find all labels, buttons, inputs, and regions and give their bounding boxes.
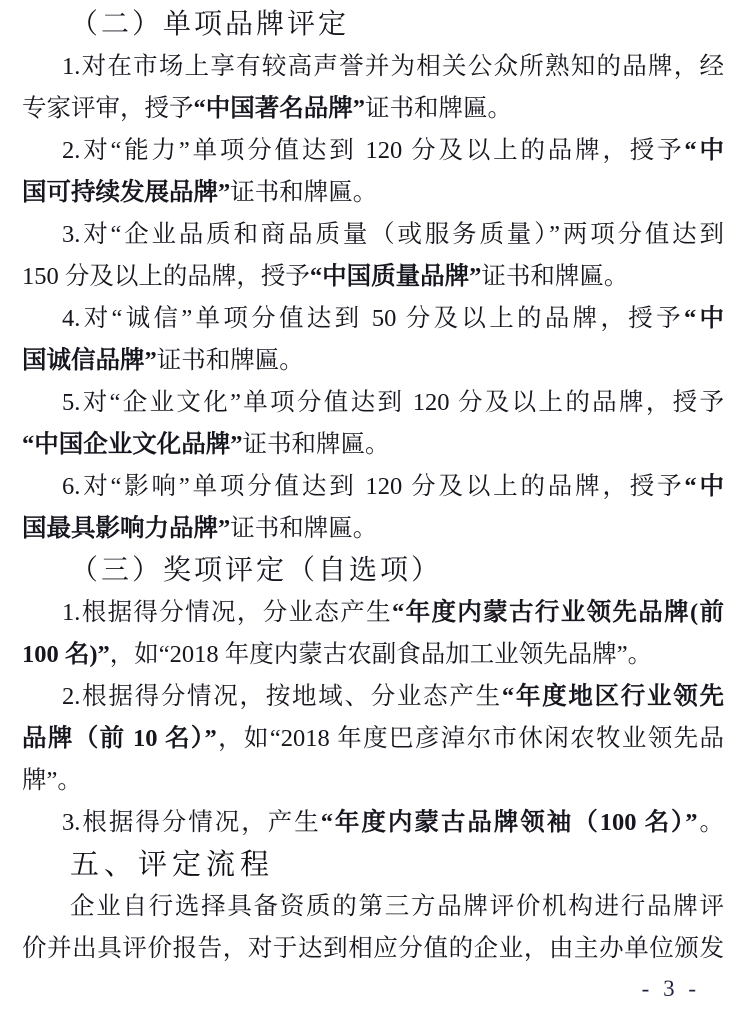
text-line [22, 760, 724, 802]
paragraph [22, 298, 724, 382]
bold-text-run: “中 [684, 473, 724, 500]
text-line [22, 886, 724, 928]
text-run: 专家评审，授予 [22, 95, 194, 122]
text-run: 2.根据得分情况，按地域、分业态产生 [62, 683, 502, 710]
text-run: 价并出具评价报告，对于达到相应分值的企业，由主办单位颁发 [22, 935, 724, 962]
document-body [22, 4, 724, 970]
text-line [22, 508, 724, 550]
text-run: 1.根据得分情况，分业态产生 [62, 599, 392, 626]
text-run: 3.对“企业品质和商品质量（或服务质量）”两项分值达到 [62, 221, 724, 248]
text-run: 证书和牌匾。 [481, 263, 629, 290]
text-run: 。 [697, 809, 725, 836]
text-run: 2.对“能力”单项分值达到 120 分及以上的品牌，授予 [62, 137, 685, 164]
text-run: ，如“2018 年度巴彦淖尔市休闲农牧业领先品 [216, 725, 724, 752]
paragraph [22, 466, 724, 550]
text-run: （二）单项品牌评定 [70, 9, 350, 40]
heading-hei [22, 844, 724, 886]
bold-text-run: 100 名)” [22, 641, 110, 668]
text-line [22, 802, 724, 844]
text-line [22, 592, 724, 634]
bold-text-run: “年度地区行业领先 [501, 683, 725, 710]
paragraph [22, 382, 724, 466]
text-line [22, 172, 724, 214]
bold-text-run: 国可持续发展品牌” [22, 179, 231, 206]
text-run: （三）奖项评定（自选项） [70, 555, 443, 586]
text-run: 4.对“诚信”单项分值达到 50 分及以上的品牌，授予 [62, 305, 684, 332]
text-run: ，如“2018 年度内蒙古农副食品加工业领先品牌”。 [109, 641, 653, 668]
text-line [22, 718, 724, 760]
text-line [22, 214, 724, 256]
text-line [22, 340, 724, 382]
text-run: 证书和牌匾。 [230, 179, 378, 206]
text-run: 牌”。 [22, 767, 82, 794]
text-line [22, 466, 724, 508]
text-run: 企业自行选择具备资质的第三方品牌评价机构进行品牌评 [70, 893, 724, 920]
text-line [22, 256, 724, 298]
text-line [22, 676, 724, 718]
text-run: 6.对“影响”单项分值达到 120 分及以上的品牌，授予 [62, 473, 685, 500]
paragraph [22, 592, 724, 676]
bold-text-run: “年度内蒙古品牌领袖（100 名）” [320, 809, 698, 836]
paragraph [22, 886, 724, 970]
bold-text-run: “中 [683, 305, 725, 332]
heading-kai [22, 550, 724, 592]
text-line [22, 298, 724, 340]
text-line [22, 844, 724, 886]
text-run: 1.对在市场上享有较高声誉并为相关公众所熟知的品牌，经 [62, 53, 724, 80]
paragraph [22, 130, 724, 214]
paragraph [22, 802, 724, 844]
bold-text-run: 国最具影响力品牌” [22, 515, 231, 542]
text-line [22, 382, 724, 424]
bold-text-run: “中 [684, 137, 724, 164]
text-line [22, 88, 724, 130]
bold-text-run: 国诚信品牌” [22, 347, 157, 374]
paragraph [22, 676, 724, 802]
text-run: 证书和牌匾。 [242, 431, 390, 458]
bold-text-run: “年度内蒙古行业领先品牌(前 [391, 599, 724, 626]
text-line [22, 4, 724, 46]
text-run: 3.根据得分情况，产生 [62, 809, 321, 836]
text-run: 证书和牌匾。 [156, 347, 304, 374]
text-run: 五、评定流程 [70, 849, 275, 881]
text-run: 证书和牌匾。 [230, 515, 378, 542]
text-run: 150 分及以上的品牌，授予 [22, 263, 310, 290]
bold-text-run: “中国著名品牌” [193, 95, 365, 122]
bold-text-run: “中国企业文化品牌” [22, 431, 243, 458]
paragraph [22, 46, 724, 130]
text-line [22, 46, 724, 88]
text-run: 证书和牌匾。 [365, 95, 512, 122]
text-line [22, 130, 724, 172]
text-line [22, 550, 724, 592]
page-number: - 3 - [641, 976, 700, 1001]
heading-kai [22, 4, 724, 46]
text-run: 5.对“企业文化”单项分值达到 120 分及以上的品牌，授予 [62, 389, 724, 416]
text-line [22, 424, 724, 466]
text-line [22, 928, 724, 970]
bold-text-run: “中国质量品牌” [309, 263, 482, 290]
paragraph [22, 214, 724, 298]
bold-text-run: 品牌（前 10 名）” [22, 725, 217, 752]
text-line [22, 634, 724, 676]
